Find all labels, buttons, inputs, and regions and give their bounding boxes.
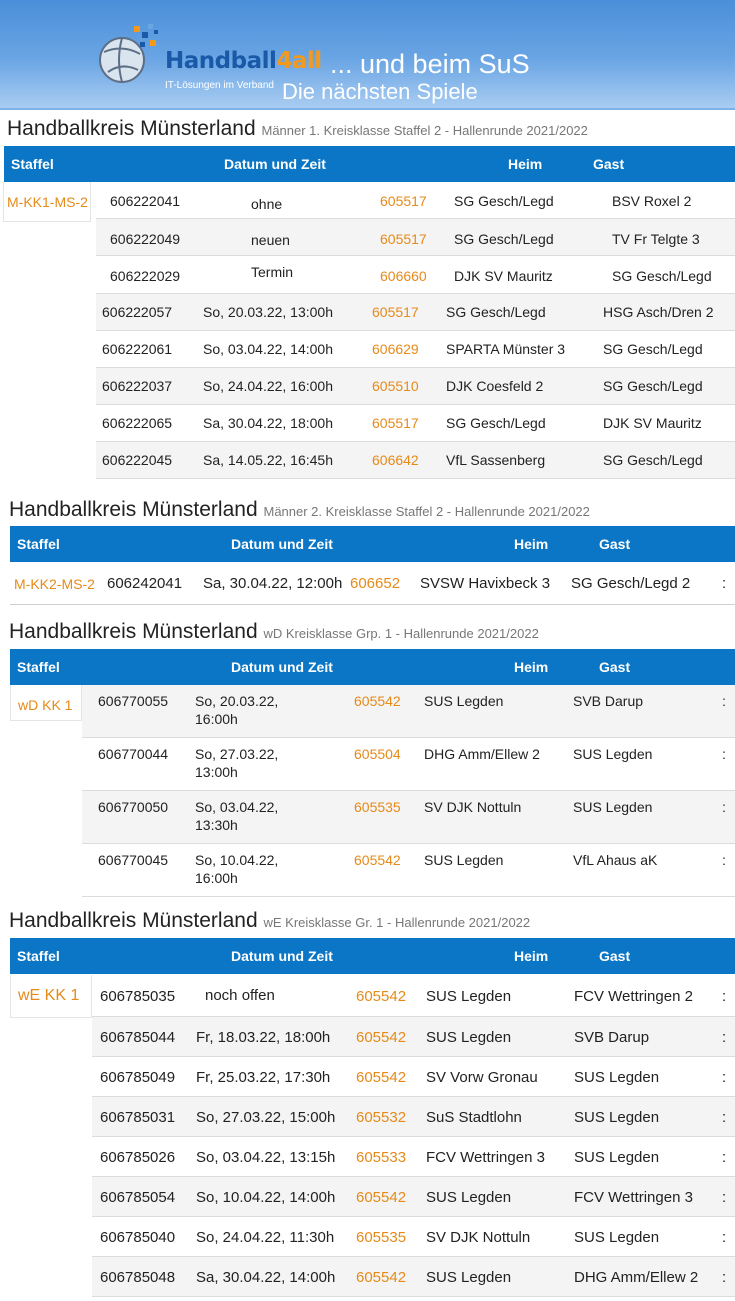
- venue-link[interactable]: 605517: [372, 304, 419, 320]
- table-row: 606785040 So, 24.04.22, 11:30h 605535 SV DJK Nottuln SUS Legden :: [92, 1217, 735, 1257]
- table-header: Staffel Datum und Zeit Heim Gast: [4, 146, 735, 182]
- table-row: 606222045 Sa, 14.05.22, 16:45h 606642 VfL Sassenberg SG Gesch/Legd: [96, 442, 735, 479]
- venue-link[interactable]: 605542: [356, 1269, 407, 1286]
- page-title: Die nächsten Spiele: [282, 79, 478, 104]
- logo-wordmark: Handball4all: [165, 48, 322, 74]
- venue-link[interactable]: 605542: [356, 1029, 407, 1046]
- table-row: 606785035 noch offen 605542 SUS Legden FCV Wettringen 2 :: [92, 975, 735, 1017]
- table-header: Staffel Datum und Zeit Heim Gast: [10, 649, 735, 685]
- venue-link[interactable]: 605532: [356, 1109, 407, 1126]
- staffel-link[interactable]: M-KK1-MS-2: [3, 182, 91, 222]
- table-row: M-KK2-MS-2 606242041 Sa, 30.04.22, 12:00h 606652 SVSW Havixbeck 3 SG Gesch/Legd 2 :: [10, 563, 735, 605]
- table-row: 606770044 So, 27.03.22, 13:00h 605504 DHG Amm/Ellew 2 SUS Legden :: [82, 738, 735, 791]
- section-title: Handballkreis Münsterland Männer 1. Kreisklasse Staffel 2 - Hallenrunde 2021/2022: [7, 117, 588, 140]
- table-row: 606785054 So, 10.04.22, 14:00h 605542 SUS Legden FCV Wettringen 3 :: [92, 1177, 735, 1217]
- venue-link[interactable]: 605535: [354, 799, 401, 815]
- staffel-link[interactable]: wD KK 1: [10, 685, 82, 721]
- table-row: 606222049 neuen 605517 SG Gesch/Legd TV Fr Telgte 3: [96, 219, 735, 256]
- venue-link[interactable]: 605542: [356, 1189, 407, 1206]
- table-row: 606785026 So, 03.04.22, 13:15h 605533 FCV Wettringen 3 SUS Legden :: [92, 1137, 735, 1177]
- table-row: 606222037 So, 24.04.22, 16:00h 605510 DJK Coesfeld 2 SG Gesch/Legd: [96, 368, 735, 405]
- table-row: 606222061 So, 03.04.22, 14:00h 606629 SPARTA Münster 3 SG Gesch/Legd: [96, 331, 735, 368]
- table-row: 606785049 Fr, 25.03.22, 17:30h 605542 SV Vorw Gronau SUS Legden :: [92, 1057, 735, 1097]
- venue-link[interactable]: 605517: [372, 415, 419, 431]
- venue-link[interactable]: 606642: [372, 452, 419, 468]
- section-title: Handballkreis Münsterland wE Kreisklasse Gr. 1 - Hallenrunde 2021/2022: [9, 909, 531, 932]
- venue-link[interactable]: 605504: [354, 746, 401, 762]
- table-row: 606222057 So, 20.03.22, 13:00h 605517 SG Gesch/Legd HSG Asch/Dren 2: [96, 294, 735, 331]
- table-row: 606785044 Fr, 18.03.22, 18:00h 605542 SUS Legden SVB Darup :: [92, 1017, 735, 1057]
- venue-link[interactable]: 605533: [356, 1149, 407, 1166]
- venue-link[interactable]: 605542: [354, 852, 401, 868]
- section-title: Handballkreis Münsterland wD Kreisklasse Grp. 1 - Hallenrunde 2021/2022: [9, 620, 539, 643]
- staffel-link[interactable]: wE KK 1: [10, 975, 92, 1018]
- table-row: 606770050 So, 03.04.22, 13:30h 605535 SV DJK Nottuln SUS Legden :: [82, 791, 735, 844]
- venue-link[interactable]: 605542: [356, 988, 407, 1005]
- section-title: Handballkreis Münsterland Männer 2. Kreisklasse Staffel 2 - Hallenrunde 2021/2022: [9, 498, 590, 521]
- table-row: 606770055 So, 20.03.22, 16:00h 605542 SUS Legden SVB Darup :: [82, 685, 735, 738]
- staffel-link[interactable]: M-KK2-MS-2: [14, 576, 95, 592]
- venue-link[interactable]: 606660: [380, 268, 427, 284]
- venue-link[interactable]: 605535: [356, 1229, 407, 1246]
- table-row: 606222029 Termin 606660 DJK SV Mauritz SG Gesch/Legd: [96, 256, 735, 294]
- table-row: 606785048 Sa, 30.04.22, 14:00h 605542 SUS Legden DHG Amm/Ellew 2 :: [92, 1257, 735, 1297]
- venue-link[interactable]: 605542: [354, 693, 401, 709]
- venue-link[interactable]: 605510: [372, 378, 419, 394]
- table-header: Staffel Datum und Zeit Heim Gast: [10, 938, 735, 974]
- venue-link[interactable]: 605517: [380, 231, 427, 247]
- table-row: 606785031 So, 27.03.22, 15:00h 605532 SuS Stadtlohn SUS Legden :: [92, 1097, 735, 1137]
- table-header: Staffel Datum und Zeit Heim Gast: [10, 526, 735, 562]
- table-row: 606222065 Sa, 30.04.22, 18:00h 605517 SG Gesch/Legd DJK SV Mauritz: [96, 405, 735, 442]
- handball-logo-icon: [98, 22, 162, 86]
- venue-link[interactable]: 606629: [372, 341, 419, 357]
- table-row: 606222041 ohne 605517 SG Gesch/Legd BSV Roxel 2: [96, 182, 735, 219]
- logo-subtitle: IT-Lösungen im Verband: [165, 80, 274, 91]
- venue-link[interactable]: 605542: [356, 1069, 407, 1086]
- venue-link[interactable]: 605517: [380, 193, 427, 209]
- table-row: 606770045 So, 10.04.22, 16:00h 605542 SUS Legden VfL Ahaus aK :: [82, 844, 735, 897]
- tagline: ... und beim SuS: [330, 49, 530, 79]
- venue-link[interactable]: 606652: [350, 575, 401, 592]
- header-banner: [0, 0, 735, 110]
